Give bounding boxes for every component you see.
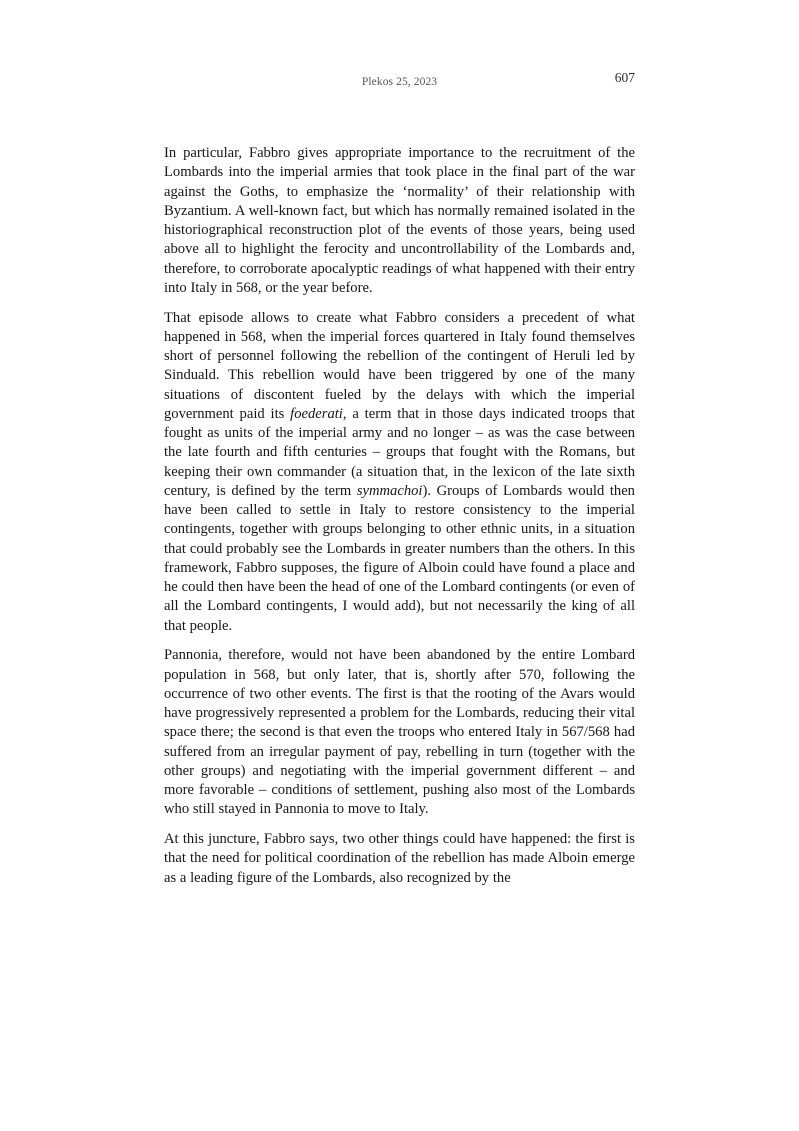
body-text-block [164, 144, 635, 888]
italic-term: foederati [290, 405, 343, 422]
italic-term: symmachoi [356, 482, 423, 499]
page-header [164, 70, 635, 94]
paragraph-2: That episode allows to create what Fabbro considers a precedent of what happened in 568, when the imperial forces quartered in Italy found themselves short of personnel following the rebellion of the contingent of Heruli led by Sinduald. This rebellion would have been triggered by one of the many situations of discontent fueled by the delays with which the imperial government paid its foederati, a term that in those days indicated troops that fought as units of the imperial army and no longer – as was the case between the late fourth and fifth centuries – groups that fought with the Romans, but keeping their own commander (a situation that, in the lexicon of the late sixth century, is defined by the term symmachoi). Groups of Lombards would then have been called to settle in Italy to restore consistency to the imperial contingents, together with groups belonging to other ethnic units, in a situation that could probably see the Lombards in greater numbers than the others. In this framework, Fabbro supposes, the figure of Alboin could have found a place and he could then have been the head of one of the Lombard contingents (or even of all the Lombard contingents, I would add), but not necessarily the king of all that people. [164, 309, 635, 634]
paragraph-4: At this juncture, Fabbro says, two other things could have happened: the first is that the need for political coordination of the rebellion has made Alboin emerge as a leading figure of the Lombards, also recognized by the [164, 831, 635, 886]
running-head: Plekos 25, 2023 [361, 76, 438, 88]
page-number: 607 [614, 70, 635, 85]
paragraph-1: In particular, Fabbro gives appropriate importance to the recruitment of the Lombards into the imperial armies that took place in the final part of the war against the Goths, to emphasize the ‘normality’ of their relationship with Byzantium. A well-known fact, but which has normally remained isolated in the historiographical reconstruction plot of the events of those years, being used above all to highlight the ferocity and uncontrollability of the Lombards and, therefore, to corroborate apocalyptic readings of what happened with their entry into Italy in 568, or the year before. [164, 145, 635, 296]
paragraph-3: Pannonia, therefore, would not have been abandoned by the entire Lombard population in 568, but only later, that is, shortly after 570, following the occurrence of two other events. The first is that the rooting of the Avars would have progressively represented a problem for the Lombards, reducing their vital space there; the second is that even the troops who entered Italy in 567/568 had suffered from an irregular payment of pay, rebelling in turn (together with the other groups) and negotiating with the imperial government different – and more favorable – conditions of settlement, pushing also most of the Lombards who still stayed in Pannonia to move to Italy. [164, 647, 635, 818]
